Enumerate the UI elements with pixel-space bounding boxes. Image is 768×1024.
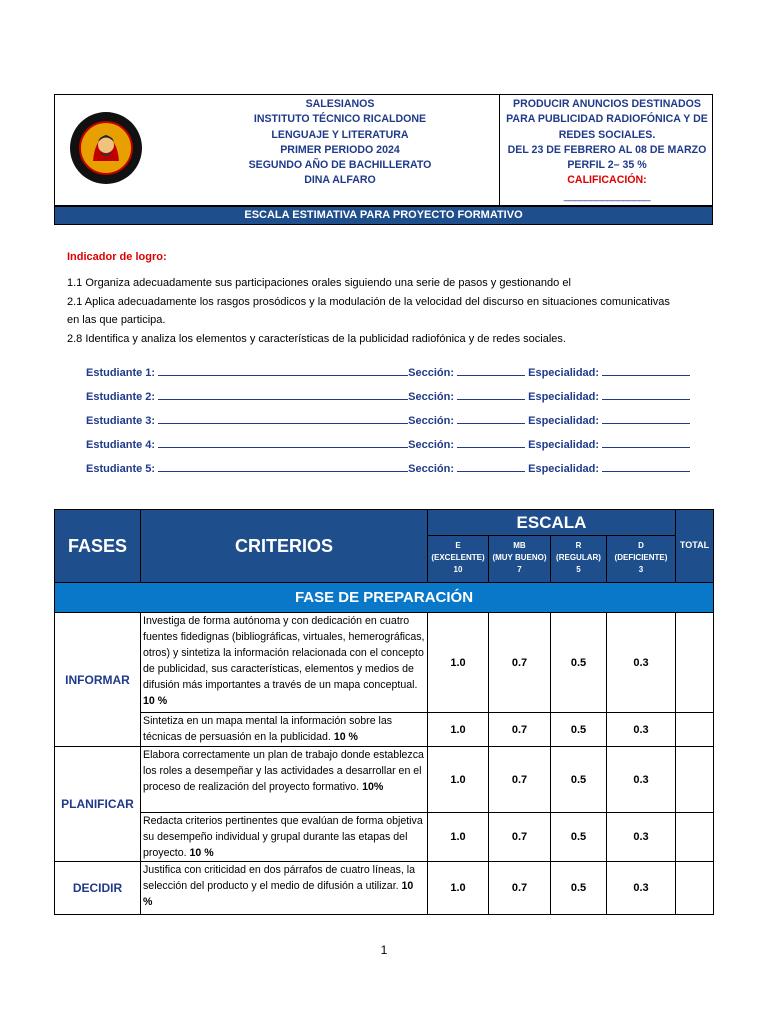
specialty-label: Especialidad:	[528, 463, 600, 475]
total-cell[interactable]	[675, 746, 714, 813]
student-label: Estudiante 5:	[86, 463, 156, 475]
header-line: LENGUAJE Y LITERATURA	[271, 128, 409, 141]
indicator-list	[67, 274, 717, 348]
section-field[interactable]	[457, 436, 525, 448]
student-row	[86, 388, 706, 412]
scale-name: (EXCELENTE)	[431, 553, 485, 562]
score-mb[interactable]: 0.7	[488, 812, 551, 862]
specialty-label: Especialidad:	[528, 391, 600, 403]
student-row	[86, 460, 706, 484]
criterion-text: Justifica con criticidad en dos párrafos de cuatro líneas, la selección del producto y el medio de difusión a utilizar.	[143, 864, 416, 892]
student-list	[86, 364, 706, 484]
score-d[interactable]: 0.3	[606, 746, 676, 813]
score-mb[interactable]: 0.7	[488, 746, 551, 813]
score-d[interactable]: 0.3	[606, 612, 676, 713]
indicator-item: 1.1 Organiza adecuadamente sus participaciones orales siguiendo una serie de pasos y gestionando el	[67, 277, 571, 289]
total-cell[interactable]	[675, 712, 714, 747]
section-field[interactable]	[457, 364, 525, 376]
specialty-field[interactable]	[602, 364, 690, 376]
scale-code: D	[638, 541, 644, 550]
score-e[interactable]: 1.0	[427, 746, 489, 813]
section-field[interactable]	[457, 412, 525, 424]
scale-col-e	[427, 535, 489, 583]
score-r[interactable]: 0.5	[550, 712, 607, 747]
fase-planificar: PLANIFICAR	[54, 746, 141, 862]
criterion-text: Redacta criterios pertinentes que evalúan de forma objetiva su desempeño individual y grupal durante las etapas del proyecto.	[143, 815, 423, 859]
fases-header: FASES	[54, 509, 141, 583]
specialty-label: Especialidad:	[528, 367, 600, 379]
student-name-field[interactable]	[158, 436, 408, 448]
fase-decidir: DECIDIR	[54, 861, 141, 915]
section-label: Sección:	[408, 439, 454, 451]
scale-code: R	[575, 541, 582, 550]
calificacion-blank[interactable]: ________________	[563, 189, 651, 202]
criterion-cell	[140, 712, 428, 747]
student-name-field[interactable]	[158, 388, 408, 400]
header-institution-block	[205, 97, 475, 189]
criterion-text: Investiga de forma autónoma y con dedicación en cuatro fuentes fidedignas (bibliográficas, virtuales, hemerográficas, otros) y sintetiza la información relacionada con el concepto de publicidad, sus características, elementos y medios de difusión más importantes a través de un mapa conceptual.	[143, 615, 425, 691]
score-e[interactable]: 1.0	[427, 861, 489, 915]
project-line: PRODUCIR ANUNCIOS DESTINADOS	[513, 98, 701, 110]
score-mb[interactable]: 0.7	[488, 712, 551, 747]
specialty-field[interactable]	[602, 412, 690, 424]
escala-header: ESCALA	[427, 509, 676, 536]
specialty-field[interactable]	[602, 460, 690, 472]
score-d[interactable]: 0.3	[606, 861, 676, 915]
scale-col-d	[606, 535, 676, 583]
section-field[interactable]	[457, 460, 525, 472]
project-line: REDES SOCIALES.	[558, 128, 656, 141]
indicator-item: 2.1 Aplica adecuadamente los rasgos prosódicos y la modulación de la velocidad del discurso en situaciones comunicativas	[67, 295, 670, 308]
scale-col-r	[550, 535, 607, 583]
total-cell[interactable]	[675, 812, 714, 862]
header-line: INSTITUTO TÉCNICO RICALDONE	[253, 113, 427, 126]
section-field[interactable]	[457, 388, 525, 400]
section-label: Sección:	[408, 367, 454, 379]
student-label: Estudiante 2:	[86, 391, 156, 403]
criterion-text: Sintetiza en un mapa mental la información sobre las técnicas de persuasión en la publicidad.	[143, 715, 393, 743]
criterion-cell	[140, 612, 428, 713]
student-label: Estudiante 4:	[86, 439, 156, 451]
score-e[interactable]: 1.0	[427, 812, 489, 862]
student-name-field[interactable]	[158, 460, 408, 472]
header-project-block	[501, 97, 713, 204]
score-mb[interactable]: 0.7	[488, 612, 551, 713]
specialty-label: Especialidad:	[528, 439, 600, 451]
fase-informar: INFORMAR	[54, 612, 141, 747]
criterion-cell	[140, 812, 428, 862]
score-e[interactable]: 1.0	[427, 612, 489, 713]
scale-points: 7	[517, 565, 522, 574]
criterion-weight: 10 %	[143, 695, 168, 707]
project-line: PARA PUBLICIDAD RADIOFÓNICA Y DE	[506, 113, 708, 126]
criterion-text: Elabora correctamente un plan de trabajo donde establezca los roles a desempeñar y las actividades a desarrollar en el proceso de realización del proyecto formativo.	[143, 749, 424, 793]
score-r[interactable]: 0.5	[550, 861, 607, 915]
student-row	[86, 412, 706, 436]
student-label: Estudiante 3:	[86, 415, 156, 427]
scale-col-mb	[488, 535, 551, 583]
header-line: PRIMER PERIODO 2024	[280, 143, 400, 156]
phase-title: FASE DE PREPARACIÓN	[54, 582, 714, 613]
calificacion-label: CALIFICACIÓN:	[567, 174, 647, 187]
student-name-field[interactable]	[158, 412, 408, 424]
student-row	[86, 364, 706, 388]
total-cell[interactable]	[675, 861, 714, 915]
criterion-cell	[140, 746, 428, 813]
score-d[interactable]: 0.3	[606, 812, 676, 862]
scale-points: 3	[638, 565, 644, 574]
header-divider	[499, 95, 500, 205]
document-header	[54, 94, 713, 206]
indicator-item: 2.8 Identifica y analiza los elementos y características de la publicidad radiofónica y de redes sociales.	[67, 332, 566, 345]
page-number: 1	[380, 943, 388, 957]
criterion-weight: 10 %	[189, 847, 214, 859]
header-line: DINA ALFARO	[304, 174, 376, 187]
score-r[interactable]: 0.5	[550, 812, 607, 862]
specialty-label: Especialidad:	[528, 415, 600, 427]
student-name-field[interactable]	[158, 364, 408, 376]
score-d[interactable]: 0.3	[606, 712, 676, 747]
student-label: Estudiante 1:	[86, 367, 156, 379]
header-line: SEGUNDO AÑO DE BACHILLERATO	[248, 159, 432, 172]
scale-name: (DEFICIENTE)	[614, 553, 668, 562]
section-label: Sección:	[408, 391, 454, 403]
criterios-header: CRITERIOS	[140, 509, 428, 583]
section-label: Sección:	[408, 415, 454, 427]
score-r[interactable]: 0.5	[550, 612, 607, 713]
score-mb[interactable]: 0.7	[488, 861, 551, 915]
rubric-table	[54, 509, 714, 915]
section-band-title: ESCALA ESTIMATIVA PARA PROYECTO FORMATIVO	[54, 206, 713, 225]
criterion-weight: 10%	[362, 781, 384, 793]
scale-name: (REGULAR)	[556, 553, 601, 562]
total-cell[interactable]	[675, 612, 714, 713]
indicator-item: en las que participa.	[67, 314, 166, 326]
score-e[interactable]: 1.0	[427, 712, 489, 747]
criterion-weight: 10 %	[333, 731, 358, 743]
project-line: DEL 23 DE FEBRERO AL 08 DE MARZO	[507, 143, 707, 156]
scale-points: 5	[576, 565, 581, 574]
school-logo	[69, 111, 143, 185]
score-r[interactable]: 0.5	[550, 746, 607, 813]
specialty-field[interactable]	[602, 388, 690, 400]
project-line: PERFIL 2– 35 %	[567, 159, 647, 172]
scale-code: MB	[513, 541, 526, 550]
header-line: SALESIANOS	[305, 98, 375, 110]
student-row	[86, 436, 706, 460]
total-header-cell	[675, 509, 714, 583]
scale-name: (MUY BUENO)	[492, 553, 547, 562]
total-header: TOTAL	[679, 540, 710, 550]
scale-points: 10	[453, 565, 463, 574]
scale-code: E	[455, 541, 461, 550]
indicator-title: Indicador de logro:	[67, 251, 167, 263]
criterion-cell	[140, 861, 428, 915]
specialty-field[interactable]	[602, 436, 690, 448]
section-label: Sección:	[408, 463, 454, 475]
criterion-weight: 10 %	[143, 880, 414, 908]
